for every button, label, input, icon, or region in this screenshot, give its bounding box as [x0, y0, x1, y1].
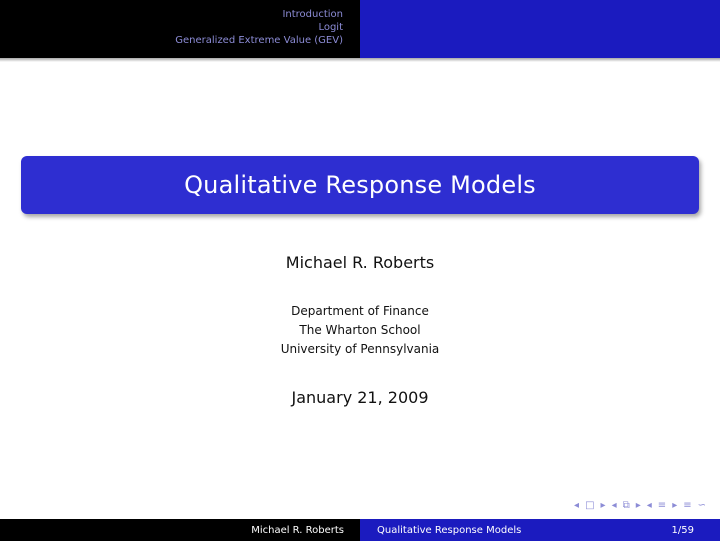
footer-author: Michael R. Roberts: [251, 524, 344, 536]
frame-prev-icon[interactable]: ◂: [574, 500, 580, 511]
header-nav-panel: [0, 0, 360, 58]
nav-item-gev[interactable]: Generalized Extreme Value (GEV): [175, 35, 343, 46]
page-number: 1/59: [671, 524, 694, 536]
subsection-icon[interactable]: ⧉: [622, 500, 630, 511]
subsection-next-icon[interactable]: ▸: [635, 500, 641, 511]
section-icon[interactable]: ≡: [657, 500, 667, 511]
footer-title: Qualitative Response Models: [377, 524, 522, 536]
section-prev-icon[interactable]: ◂: [646, 500, 652, 511]
header-bar: [0, 0, 720, 58]
footer-left: [0, 519, 360, 541]
slide-title: Qualitative Response Models: [184, 171, 536, 199]
presentation-date: January 21, 2009: [291, 388, 429, 407]
search-icon[interactable]: ∽: [697, 500, 706, 511]
align-icon[interactable]: ≡: [683, 500, 692, 511]
frame-icon[interactable]: □: [585, 500, 595, 511]
footer-bar: [0, 519, 720, 541]
navigation-symbols: [574, 500, 706, 511]
institute-line: University of Pennsylvania: [280, 342, 440, 356]
institute-block: [0, 302, 720, 359]
subsection-prev-icon[interactable]: ◂: [611, 500, 617, 511]
header-shadow: [0, 58, 720, 62]
nav-item-introduction[interactable]: Introduction: [282, 9, 343, 20]
header-accent-panel: [360, 0, 720, 58]
institute-line: Department of Finance: [291, 304, 429, 318]
section-next-icon[interactable]: ▸: [672, 500, 678, 511]
footer-right: [360, 519, 720, 541]
title-box: [21, 156, 699, 214]
author-name: Michael R. Roberts: [285, 253, 435, 272]
frame-next-icon[interactable]: ▸: [600, 500, 606, 511]
section-nav: [175, 8, 343, 47]
nav-item-logit[interactable]: Logit: [318, 22, 343, 33]
institute-line: The Wharton School: [299, 323, 421, 337]
